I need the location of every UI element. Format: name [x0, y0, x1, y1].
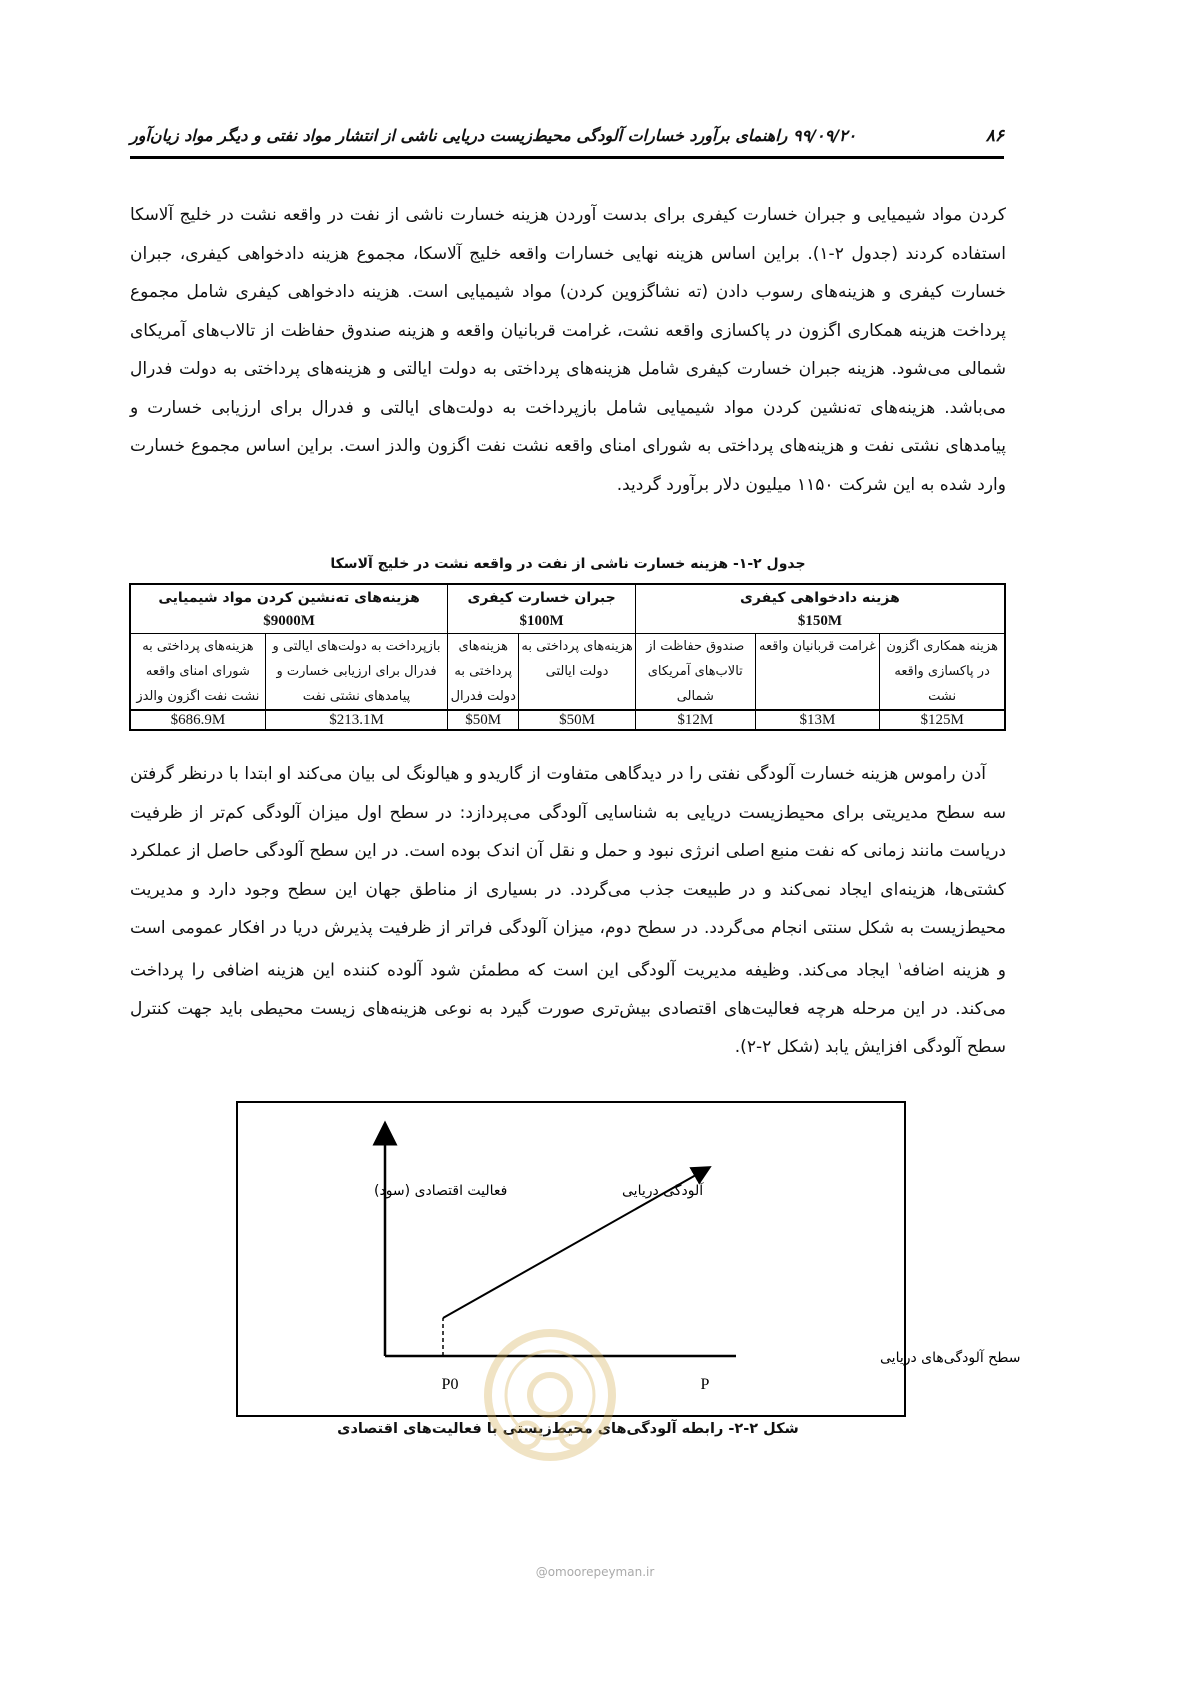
group-header: جبران خسارت کیفری $100M — [448, 584, 636, 634]
table-cell: هزینه‌های پرداختی به دولت ایالتی — [519, 634, 636, 711]
table-cell: $13M — [755, 710, 880, 730]
group-header: هزینه دادخواهی کیفری $150M — [635, 584, 1005, 634]
table-cell: هزینه همکاری اگزون در پاکسازی واقعه نشت — [880, 634, 1005, 711]
table-cell: $50M — [448, 710, 519, 730]
page-number: ۸۶ — [985, 126, 1004, 146]
line-label: آلودگی دریایی — [622, 1183, 704, 1199]
page-header — [130, 118, 1004, 158]
table-caption: جدول ۲-۱- هزینه خسارت ناشی از نفت در واقعه نشت در خلیج آلاسکا — [330, 556, 806, 572]
table-cell: $213.1M — [265, 710, 448, 730]
cost-table — [129, 583, 1006, 731]
figure-caption: شکل ۲-۲- رابطه آلودگی‌های محیط‌زیستی با فعالیت‌های اقتصادی — [337, 1421, 799, 1437]
running-title: ۹۹/۰۹/۲۰ راهنمای برآورد خسارات آلودگی محیط‌زیست دریایی ناشی از انتشار مواد نفتی و دیگر مواد زیان‌آور — [130, 126, 857, 145]
table-cell: غرامت قربانیان واقعه — [755, 634, 880, 711]
p-label: P — [700, 1376, 710, 1393]
paragraph-2 — [130, 755, 1006, 1067]
group-header: هزینه‌های ته‌نشین کردن مواد شیمیایی $9000M — [130, 584, 448, 634]
table-group-row — [130, 584, 1005, 634]
paragraph-1 — [130, 196, 1006, 504]
table-cell: $125M — [880, 710, 1005, 730]
table-cell: $686.9M — [130, 710, 265, 730]
paragraph-2-text: آدن راموس هزینه خسارت آلودگی نفتی را در دیدگاهی متفاوت از گاریدو و هیالونگ لی بیان می‌کند او ابتدا با درنظر گرفتن سه سطح مدیریتی برای محیط‌زیست دریایی به شناسایی آلودگی می‌پردازد: در سطح اول میزان آلودگی کم‌تر از ظرفیت دریاست مانند زمانی که نفت منبع اصلی انرژی نبود و حمل و نقل آن اندک بوده است. در این سطح آلودگی حاصل از عملکرد کشتی‌ها، هزینه‌ای ایجاد نمی‌کند و در طبیعت جذب می‌گردد. در بسیاری از مناطق جهان این سطح وجود دارد و مدیریت محیط‌زیست به شکل سنتی انجام می‌گردد. در سطح دوم، میزان آلودگی فراتر از ظرفیت پذیرش دریا در افکار عمومی است و هزینه اضافه — [130, 764, 1006, 981]
p0-label: P0 — [441, 1376, 459, 1393]
watermark-text: @omoorepeyman.ir — [535, 1565, 655, 1579]
table-cell: هزینه‌های پرداختی به شورای امنای واقعه نشت نفت اگزون والدز — [130, 634, 265, 711]
x-axis-label: سطح آلودگی‌های دریایی — [880, 1350, 1021, 1366]
table-cell: بازپرداخت به دولت‌های ایالتی و فدرال برای ارزیابی خسارت و پیامدهای نشتی نفت — [265, 634, 448, 711]
table-cell: صندوق حفاظت از تالاب‌های آمریکای شمالی — [635, 634, 755, 711]
paragraph-2-rest: ایجاد می‌کند. وظیفه مدیریت آلودگی این است که مطمئن شود آلوده کننده این هزینه اضافی را پرداخت می‌کند. در این مرحله هرچه فعالیت‌های اقتصادی بیش‌تری صورت گیرد به نوعی هزینه‌های زیست محیطی باید جهت کنترل سطح آلودگی افزایش یابد (شکل ۲-۲). — [130, 960, 1006, 1058]
table-subheader-row — [130, 634, 1005, 711]
paragraph-1-text: کردن مواد شیمیایی و جبران خسارت کیفری برای بدست آوردن هزینه خسارت ناشی از نفت در واقعه نشت در خلیج آلاسکا استفاده کردند (جدول ۲-۱). براین اساس هزینه نهایی خسارات واقعه خلیج آلاسکا، مجموع هزینه دادخواهی کیفری، جبران خسارت کیفری و هزینه‌های رسوب دادن (ته نشاگزوین کردن) مواد شیمیایی است. هزینه دادخواهی کیفری شامل مجموع پرداخت هزینه همکاری اگزون در پاکسازی واقعه نشت، غرامت قربانیان واقعه و هزینه صندوق حفاظت از تالاب‌های آمریکای شمالی می‌شود. هزینه جبران خسارت کیفری شامل هزینه‌های پرداختی به دولت ایالتی و هزینه‌های پرداختی به دولت فدرال می‌باشد. هزینه‌های ته‌نشین کردن مواد شیمیایی شامل بازپرداخت به دولت‌های ایالتی و فدرال برای ارزیابی خسارت و پیامدهای نشتی نفت و هزینه‌های پرداختی به شورای امنای واقعه نشت نفت اگزون والدز است. براین اساس مجموع خسارت وارد شده به این شرکت ۱۱۵۰ میلیون دلار برآورد گردید. — [130, 205, 1007, 495]
y-axis-label: فعالیت اقتصادی (سود) — [374, 1183, 508, 1199]
footnote-mark: ۱ — [897, 960, 903, 972]
table-cell: $12M — [635, 710, 755, 730]
table-cell: هزینه‌های پرداختی به دولت فدرال — [448, 634, 519, 711]
table-cell: $50M — [519, 710, 636, 730]
watermark-seal-icon — [475, 1310, 625, 1480]
header-rule — [130, 156, 1004, 159]
table-values-row — [130, 710, 1005, 730]
